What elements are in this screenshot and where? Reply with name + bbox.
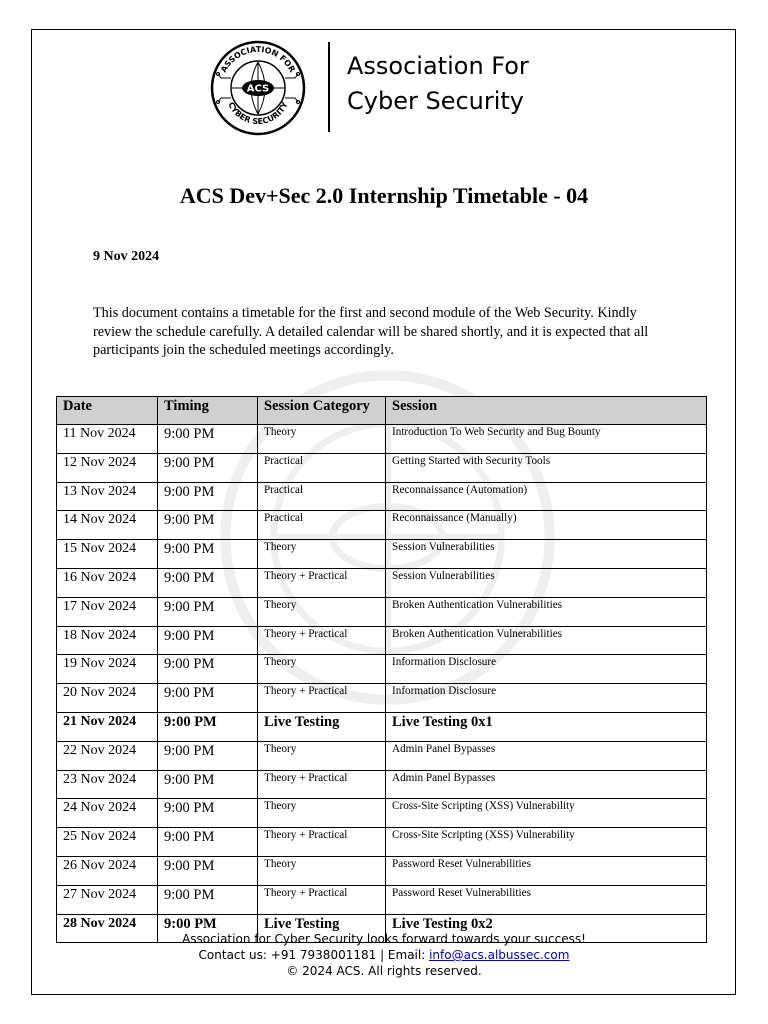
document-title: ACS Dev+Sec 2.0 Internship Timetable - 04	[179, 183, 589, 208]
cell-category: Theory	[258, 741, 386, 770]
cell-category: Theory	[258, 597, 386, 626]
table-row	[57, 828, 707, 857]
cell-timing: 9:00 PM	[158, 799, 258, 828]
cell-category: Theory	[258, 856, 386, 885]
header-timing: Timing	[158, 397, 258, 425]
cell-date: 25 Nov 2024	[57, 828, 158, 857]
footer-copyright: © 2024 ACS. All rights reserved.	[286, 964, 482, 978]
footer-tagline: Association for Cyber Security looks forward towards your success!	[182, 932, 586, 946]
cell-date: 15 Nov 2024	[57, 540, 158, 569]
cell-timing: 9:00 PM	[158, 856, 258, 885]
cell-timing: 9:00 PM	[158, 511, 258, 540]
header-session: Session	[386, 397, 707, 425]
timetable	[56, 396, 707, 943]
cell-timing: 9:00 PM	[158, 626, 258, 655]
cell-session: Admin Panel Bypasses	[386, 770, 707, 799]
cell-session: Cross-Site Scripting (XSS) Vulnerability	[386, 799, 707, 828]
cell-date: 17 Nov 2024	[57, 597, 158, 626]
cell-session: Reconnaissance (Manually)	[386, 511, 707, 540]
cell-category: Theory + Practical	[258, 626, 386, 655]
cell-session: Live Testing 0x2	[386, 914, 707, 943]
cell-category: Theory + Practical	[258, 885, 386, 914]
cell-session: Cross-Site Scripting (XSS) Vulnerability	[386, 828, 707, 857]
cell-category: Theory	[258, 540, 386, 569]
cell-category: Theory	[258, 425, 386, 454]
table-row	[57, 770, 707, 799]
table-row	[57, 511, 707, 540]
cell-category: Practical	[258, 511, 386, 540]
cell-category: Theory	[258, 655, 386, 684]
cell-category: Theory + Practical	[258, 684, 386, 713]
logo-center-text: ACS	[246, 83, 270, 95]
footer-contact	[0, 947, 768, 963]
table-row	[57, 453, 707, 482]
table-row	[57, 712, 707, 741]
document-date: 9 Nov 2024	[93, 249, 160, 264]
cell-category: Theory + Practical	[258, 770, 386, 799]
cell-session: Session Vulnerabilities	[386, 540, 707, 569]
intro-paragraph: This document contains a timetable for the first and second module of the Web Security. Kindly review the schedule carefully. A detailed calendar will be shared shortly, and it is expected that all participants join the scheduled meetings accordingly.	[93, 305, 649, 358]
cell-timing: 9:00 PM	[158, 453, 258, 482]
table-row	[57, 568, 707, 597]
table-row	[57, 482, 707, 511]
table-row	[57, 885, 707, 914]
org-name-line2: Cyber Security	[347, 87, 525, 115]
cell-category: Theory + Practical	[258, 828, 386, 857]
table-header-row	[57, 397, 707, 425]
cell-date: 28 Nov 2024	[57, 914, 158, 943]
email-link[interactable]: info@acs.albussec.com	[429, 948, 570, 962]
cell-timing: 9:00 PM	[158, 885, 258, 914]
cell-session: Information Disclosure	[386, 684, 707, 713]
cell-session: Information Disclosure	[386, 655, 707, 684]
cell-category: Live Testing	[258, 712, 386, 741]
cell-session: Password Reset Vulnerabilities	[386, 885, 707, 914]
cell-session: Password Reset Vulnerabilities	[386, 856, 707, 885]
table-row	[57, 684, 707, 713]
cell-date: 19 Nov 2024	[57, 655, 158, 684]
cell-date: 26 Nov 2024	[57, 856, 158, 885]
table-row	[57, 799, 707, 828]
cell-category: Practical	[258, 453, 386, 482]
table-row	[57, 655, 707, 684]
cell-session: Admin Panel Bypasses	[386, 741, 707, 770]
cell-session: Broken Authentication Vulnerabilities	[386, 597, 707, 626]
cell-category: Theory + Practical	[258, 568, 386, 597]
cell-category: Live Testing	[258, 914, 386, 943]
cell-timing: 9:00 PM	[158, 770, 258, 799]
org-name-line1: Association For	[347, 52, 529, 80]
acs-logo	[206, 40, 310, 136]
cell-session: Getting Started with Security Tools	[386, 453, 707, 482]
cell-session: Broken Authentication Vulnerabilities	[386, 626, 707, 655]
table-row	[57, 425, 707, 454]
cell-date: 23 Nov 2024	[57, 770, 158, 799]
table-row	[57, 540, 707, 569]
header-date: Date	[57, 397, 158, 425]
cell-session: Session Vulnerabilities	[386, 568, 707, 597]
table-row	[57, 856, 707, 885]
cell-date: 24 Nov 2024	[57, 799, 158, 828]
logo-top-text: ASSOCIATION FOR	[219, 44, 297, 74]
cell-date: 16 Nov 2024	[57, 568, 158, 597]
cell-timing: 9:00 PM	[158, 425, 258, 454]
table-row	[57, 626, 707, 655]
header-divider	[328, 42, 330, 132]
cell-category: Theory	[258, 799, 386, 828]
cell-date: 21 Nov 2024	[57, 712, 158, 741]
table-row	[57, 741, 707, 770]
cell-date: 20 Nov 2024	[57, 684, 158, 713]
cell-timing: 9:00 PM	[158, 597, 258, 626]
footer-contact-text: Contact us: +91 7938001181 | Email:	[198, 948, 430, 962]
logo-bottom-text: CYBER SECURITY	[226, 100, 290, 127]
cell-session: Introduction To Web Security and Bug Bounty	[386, 425, 707, 454]
cell-date: 12 Nov 2024	[57, 453, 158, 482]
cell-timing: 9:00 PM	[158, 482, 258, 511]
cell-timing: 9:00 PM	[158, 828, 258, 857]
cell-category: Practical	[258, 482, 386, 511]
cell-date: 13 Nov 2024	[57, 482, 158, 511]
table-row	[57, 597, 707, 626]
cell-timing: 9:00 PM	[158, 684, 258, 713]
cell-session: Reconnaissance (Automation)	[386, 482, 707, 511]
cell-date: 14 Nov 2024	[57, 511, 158, 540]
timetable-body	[57, 425, 707, 943]
cell-date: 11 Nov 2024	[57, 425, 158, 454]
cell-session: Live Testing 0x1	[386, 712, 707, 741]
header-session-category: Session Category	[258, 397, 386, 425]
cell-date: 18 Nov 2024	[57, 626, 158, 655]
cell-date: 22 Nov 2024	[57, 741, 158, 770]
cell-timing: 9:00 PM	[158, 540, 258, 569]
cell-timing: 9:00 PM	[158, 914, 258, 943]
cell-timing: 9:00 PM	[158, 741, 258, 770]
org-name	[347, 49, 529, 119]
cell-timing: 9:00 PM	[158, 568, 258, 597]
cell-timing: 9:00 PM	[158, 712, 258, 741]
cell-date: 27 Nov 2024	[57, 885, 158, 914]
footer	[0, 931, 768, 979]
cell-timing: 9:00 PM	[158, 655, 258, 684]
